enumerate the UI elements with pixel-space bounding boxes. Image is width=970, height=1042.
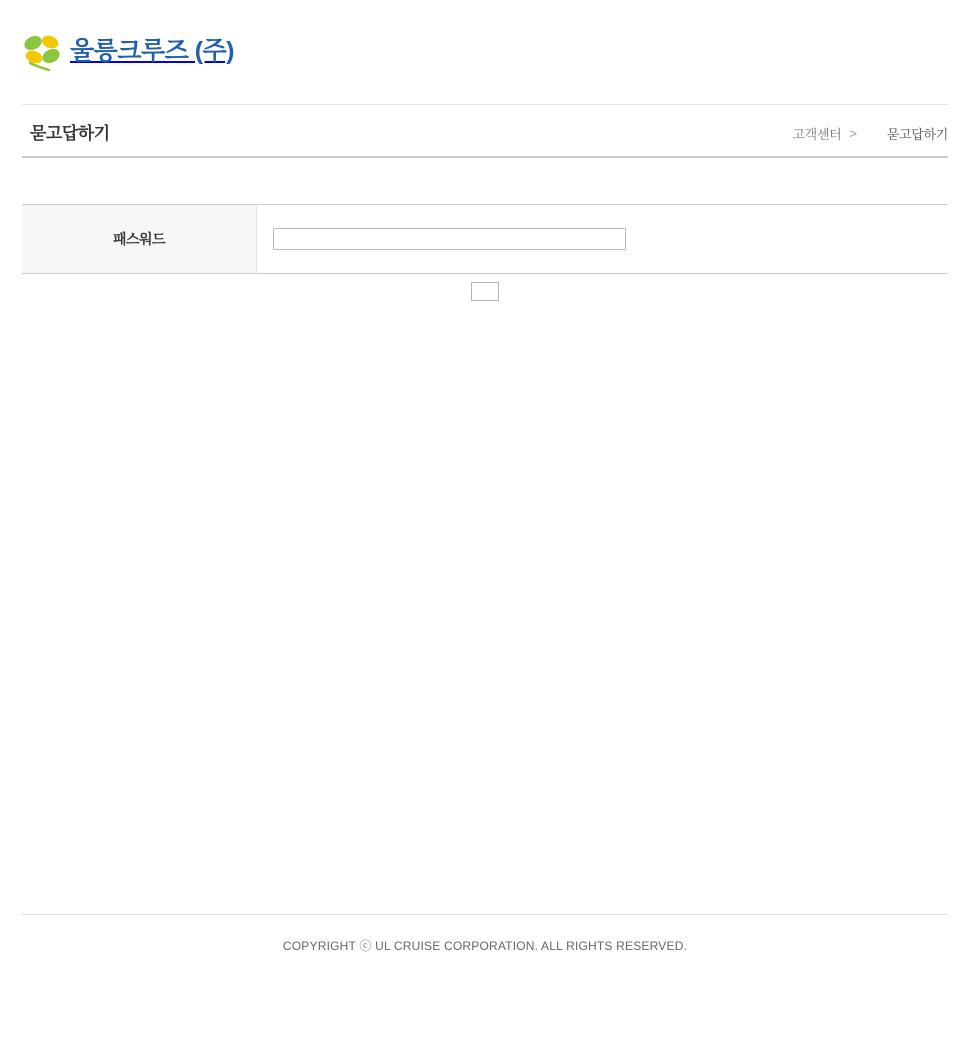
site-logo-link[interactable] <box>22 30 234 72</box>
site-logo-text: 울릉크루즈 (주) <box>70 36 234 65</box>
breadcrumb-parent[interactable]: 고객센터 <box>792 127 842 142</box>
breadcrumb <box>792 124 948 143</box>
page-title: 묻고답하기 <box>30 124 110 143</box>
password-form-table <box>22 204 948 274</box>
copyright-text: COPYRIGHT ⓒ UL CRUISE CORPORATION. ALL RIGHTS RESERVED. <box>282 939 688 953</box>
breadcrumb-separator: > <box>849 126 857 141</box>
password-field-cell <box>257 205 949 274</box>
site-header <box>0 0 970 104</box>
submit-button[interactable] <box>471 282 499 301</box>
password-input[interactable] <box>273 228 626 250</box>
pinwheel-flower-logo-icon <box>22 30 62 72</box>
breadcrumb-current: 묻고답하기 <box>886 127 948 142</box>
table-row <box>22 205 948 274</box>
password-form-section <box>22 158 948 305</box>
site-footer <box>22 914 948 954</box>
form-button-row <box>22 274 948 305</box>
page-title-bar <box>22 104 948 158</box>
password-label: 패스워드 <box>22 205 257 274</box>
